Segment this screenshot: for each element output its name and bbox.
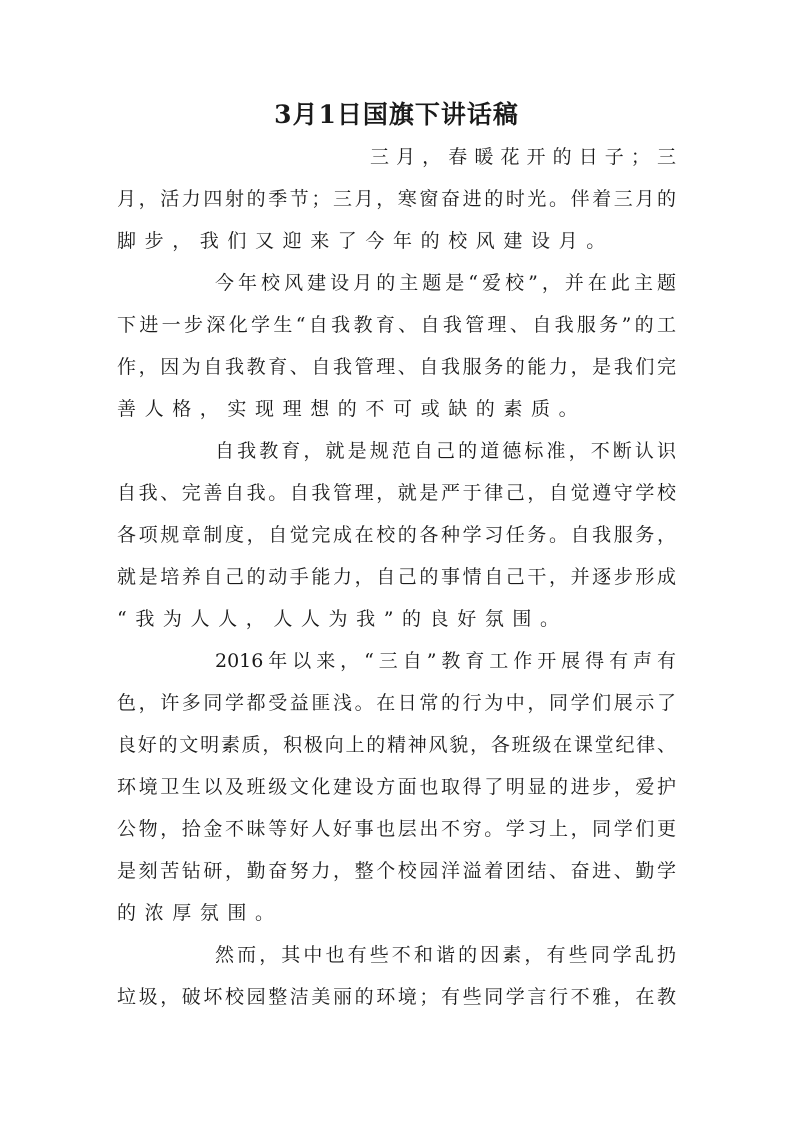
paragraph-4-line: 2016年以来，“三自”教育工作开展得有声有: [215, 650, 676, 672]
paragraph-2-line: 作，因为自我教育、自我管理、自我服务的能力，是我们完: [117, 356, 676, 378]
paragraph-3-line: 各项规章制度，自觉完成在校的各种学习任务。自我服务，: [117, 524, 676, 546]
paragraph-4-line: 是刻苦钻研，勤奋努力，整个校园洋溢着团结、奋进、勤学: [117, 860, 676, 882]
paragraph-2-line: 善人格，实现理想的不可或缺的素质。: [117, 398, 587, 420]
paragraph-3-line: 就是培养自己的动手能力，自己的事情自己干，并逐步形成: [117, 566, 676, 588]
document-title: 3月1日国旗下讲话稿: [274, 100, 519, 129]
paragraph-4-line: 色，许多同学都受益匪浅。在日常的行为中，同学们展示了: [117, 692, 676, 714]
paragraph-5-line: 垃圾，破坏校园整洁美丽的环境；有些同学言行不雅，在教: [117, 986, 676, 1008]
paragraph-2-line: 今年校风建设月的主题是“爱校”，并在此主题: [215, 272, 676, 294]
paragraph-2-line: 下进一步深化学生“自我教育、自我管理、自我服务”的工: [117, 314, 676, 336]
paragraph-4-line: 良好的文明素质，积极向上的精神风貌，各班级在课堂纪律、: [117, 734, 676, 756]
paragraph-1-line: 三月，春暖花开的日子；三: [370, 146, 676, 168]
paragraph-5-line: 然而，其中也有些不和谐的因素，有些同学乱扔: [215, 944, 676, 966]
paragraph-3-line: 自我教育，就是规范自己的道德标准，不断认识: [215, 440, 676, 462]
paragraph-1-line: 脚步，我们又迎来了今年的校风建设月。: [117, 230, 614, 252]
document-body: [117, 136, 676, 1018]
paragraph-3-line: “我为人人，人人为我”的良好氛围。: [117, 608, 568, 630]
paragraph-1-line: 月，活力四射的季节；三月，寒窗奋进的时光。伴着三月的: [117, 188, 676, 210]
paragraph-4-line: 公物，拾金不昧等好人好事也层出不穷。学习上，同学们更: [117, 818, 676, 840]
paragraph-3-line: 自我、完善自我。自我管理，就是严于律己，自觉遵守学校: [117, 482, 676, 504]
paragraph-4-line: 的浓厚氛围。: [117, 902, 283, 924]
paragraph-4-line: 环境卫生以及班级文化建设方面也取得了明显的进步，爱护: [117, 776, 676, 798]
